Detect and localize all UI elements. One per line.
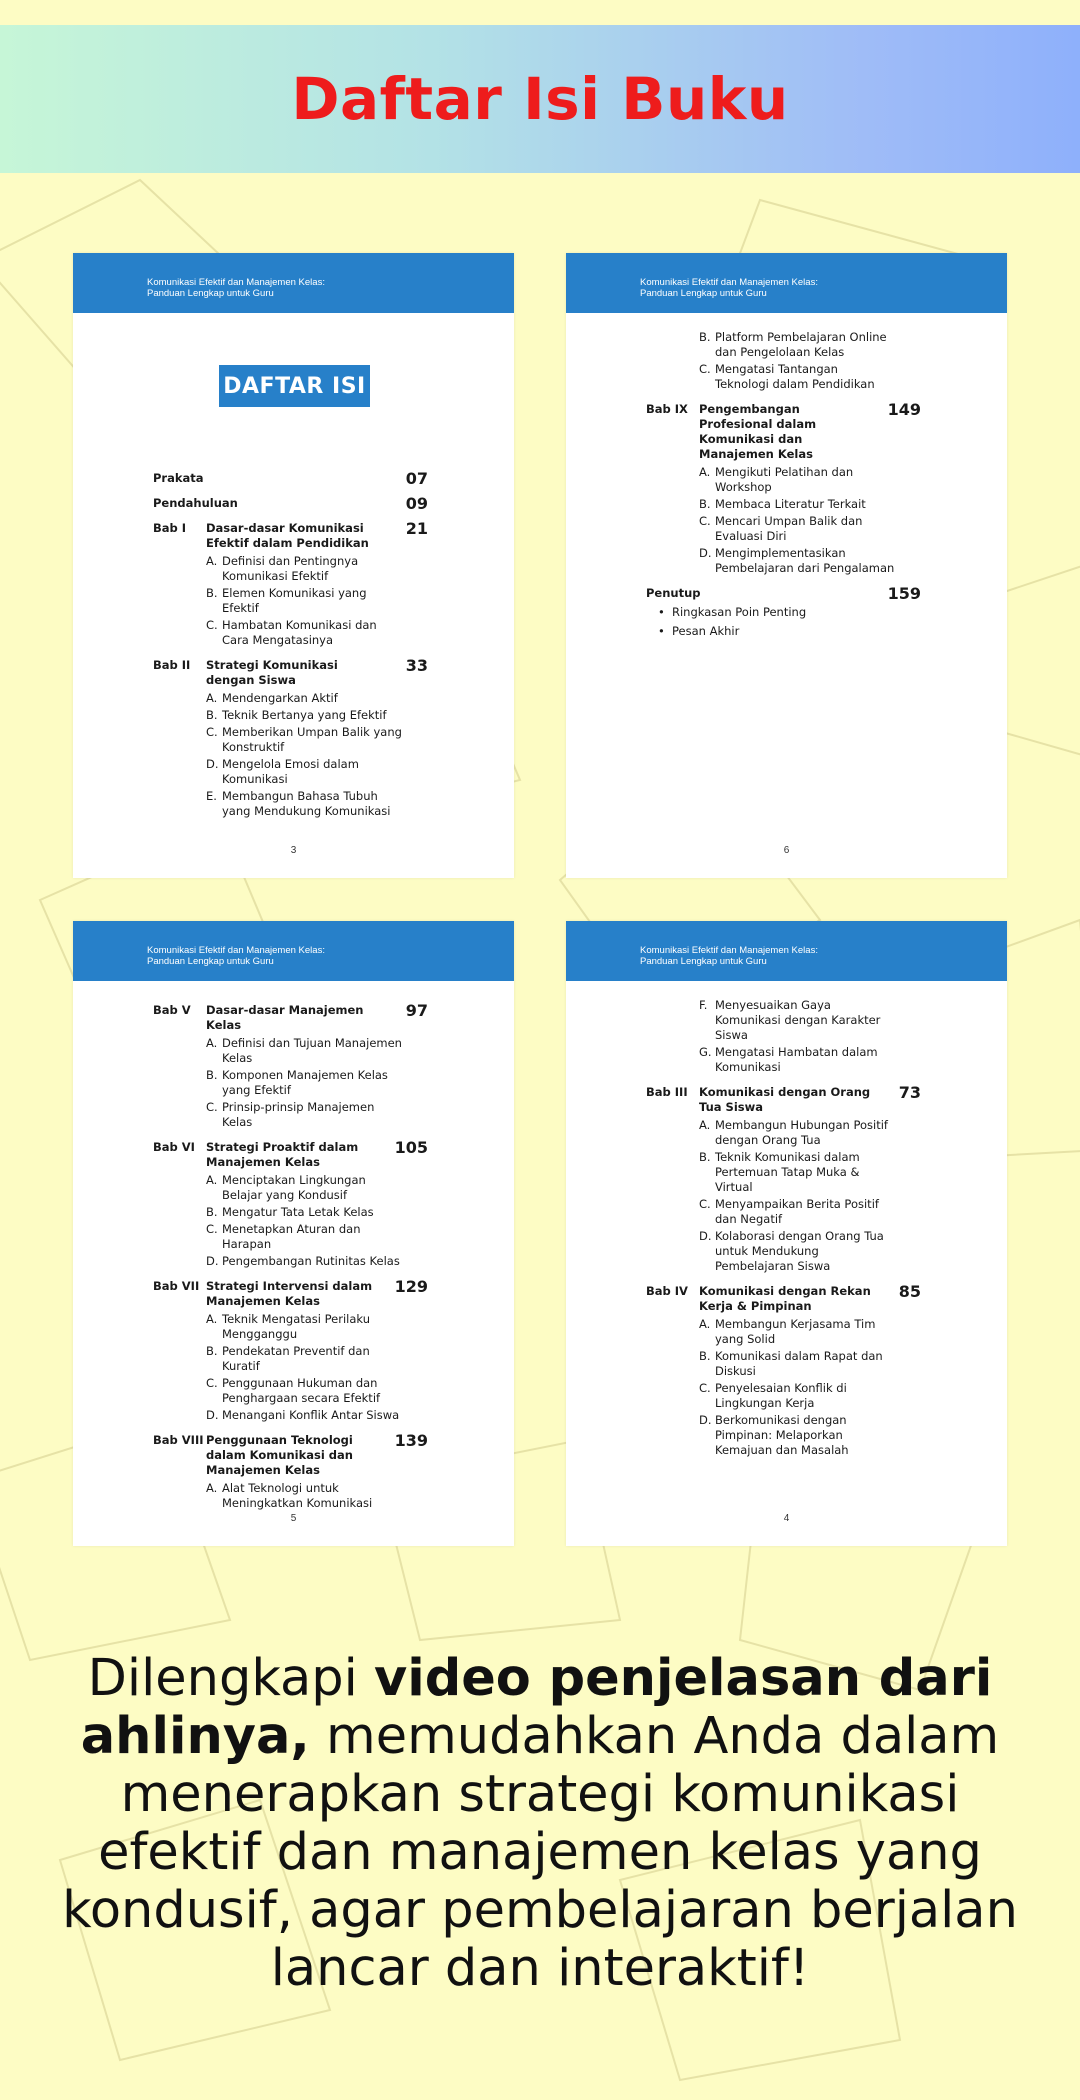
toc-subsection [206, 1222, 428, 1252]
toc-subsection [206, 1100, 428, 1130]
subsection-title: Prinsip-prinsip Manajemen Kelas [222, 1100, 375, 1129]
running-header: Komunikasi Efektif dan Manajemen Kelas: Panduan Lengkap untuk Guru [147, 945, 325, 967]
bullet-item [658, 624, 921, 639]
subsection-title: Teknik Mengatasi Perilaku Mengganggu [222, 1312, 370, 1341]
subsection-letter: B. [699, 1349, 711, 1363]
page-ref: 149 [887, 400, 921, 419]
toc-subsections [699, 330, 921, 392]
toc-entry-head [153, 1433, 428, 1478]
chapter-title: Pengembangan Profesional dalam Komunikasi dan Manajemen Kelas [699, 402, 817, 461]
subsection-letter: C. [699, 1381, 711, 1395]
toc-subsection [206, 1068, 428, 1098]
toc-entry [153, 471, 428, 486]
chapter-label: Bab III [646, 1085, 688, 1099]
subsection-title: Menangani Konflik Antar Siswa [222, 1408, 400, 1422]
subsection-letter: D. [206, 1408, 219, 1422]
toc-subsections [699, 1317, 921, 1458]
toc-list [646, 995, 921, 1468]
toc-subsection [699, 362, 921, 392]
subsection-letter: A. [206, 554, 218, 568]
toc-subsections [206, 691, 428, 819]
subsection-letter: A. [206, 1312, 218, 1326]
subsection-title: Berkomunikasi dengan Pimpinan: Melaporkan Kemajuan dan Masalah [715, 1413, 849, 1457]
chapter-title: Penggunaan Teknologi dalam Komunikasi dan Manajemen Kelas [206, 1433, 353, 1477]
toc-entry-head [153, 1003, 428, 1033]
page-number: 5 [290, 1513, 297, 1524]
toc-subsection [206, 1254, 428, 1269]
subsection-letter: C. [206, 1222, 218, 1236]
toc-entry [153, 1003, 428, 1130]
subsection-title: Komunikasi dalam Rapat dan Diskusi [715, 1349, 883, 1378]
toc-entry [153, 496, 428, 511]
toc-page-4 [566, 921, 1007, 1546]
toc-entry [646, 586, 921, 639]
subsection-title: Hambatan Komunikasi dan Cara Mengatasinya [222, 618, 377, 647]
section-title: Prakata [153, 471, 204, 485]
subsection-letter: B. [699, 497, 711, 511]
toc-subsections [206, 1312, 428, 1423]
bullet-dot-icon: • [658, 605, 665, 619]
page-header-band [73, 253, 514, 313]
subsection-letter: A. [206, 1173, 218, 1187]
page-ref: 21 [405, 519, 428, 538]
subsection-title: Teknik Komunikasi dalam Pertemuan Tatap Muka & Virtual [715, 1150, 860, 1194]
subsection-title: Mendengarkan Aktif [222, 691, 338, 705]
subsection-title: Mengatur Tata Letak Kelas [222, 1205, 374, 1219]
toc-subsection [206, 757, 428, 787]
subsection-title: Membangun Kerjasama Tim yang Solid [715, 1317, 876, 1346]
page-header-band [566, 253, 1007, 313]
chapter-title: Strategi Komunikasi dengan Siswa [206, 658, 338, 687]
subsection-letter: B. [206, 1205, 218, 1219]
toc-entry-head [646, 402, 921, 462]
chapter-label: Bab I [153, 521, 187, 535]
subsection-title: Menyesuaikan Gaya Komunikasi dengan Karakter Siswa [715, 998, 881, 1042]
toc-subsection [206, 691, 428, 706]
toc-subsection [206, 789, 428, 819]
toc-subsection [699, 1197, 921, 1227]
toc-subsections [699, 998, 921, 1075]
toc-subsection [699, 330, 921, 360]
toc-heading: DAFTAR ISI [219, 365, 370, 407]
promo-text-part2: memudahkan Anda dalam menerapkan strategi komunikasi efektif dan manajemen kelas yang kondusif, agar pembelajaran berjalan lancar dan interaktif! [62, 1707, 1018, 1998]
toc-entry-head [153, 471, 428, 486]
toc-page-3 [73, 253, 514, 878]
toc-entry-head [646, 1284, 921, 1314]
toc-subsection [699, 514, 921, 544]
subsection-title: Menetapkan Aturan dan Harapan [222, 1222, 361, 1251]
page-number: 3 [290, 845, 297, 856]
chapter-label: Bab V [153, 1003, 191, 1017]
section-title: Pendahuluan [153, 496, 238, 510]
page-ref: 139 [394, 1431, 428, 1450]
subsection-title: Mengatasi Hambatan dalam Komunikasi [715, 1045, 878, 1074]
subsection-letter: C. [206, 618, 218, 632]
subsection-letter: A. [206, 1036, 218, 1050]
section-title: Penutup [646, 586, 701, 600]
page-ref: 105 [394, 1138, 428, 1157]
toc-subsections [699, 1118, 921, 1274]
chapter-title: Komunikasi dengan Orang Tua Siswa [699, 1085, 871, 1114]
subsection-letter: C. [206, 725, 218, 739]
toc-entry [153, 521, 428, 648]
toc-subsection [206, 1376, 428, 1406]
chapter-title: Strategi Intervensi dalam Manajemen Kelas [206, 1279, 373, 1308]
toc-entry-head [153, 658, 428, 688]
toc-list [153, 1003, 428, 1521]
toc-subsections [206, 1036, 428, 1130]
subsection-title: Penggunaan Hukuman dan Penghargaan secara Efektif [222, 1376, 381, 1405]
toc-continued [646, 330, 921, 392]
toc-subsection [206, 725, 428, 755]
toc-entry-head [153, 521, 428, 551]
toc-entry-head [646, 1085, 921, 1115]
chapter-label: Bab VI [153, 1140, 195, 1154]
subsection-letter: F. [699, 998, 708, 1012]
toc-subsection [699, 1118, 921, 1148]
bullet-dot-icon: • [658, 624, 665, 638]
promo-text-bold: video penjelasan dari ahlinya, [80, 1649, 993, 1766]
chapter-title: Strategi Proaktif dalam Manajemen Kelas [206, 1140, 359, 1169]
title-banner [0, 25, 1080, 173]
toc-subsections [206, 554, 428, 648]
page-header-band [566, 921, 1007, 981]
subsection-letter: B. [206, 708, 218, 722]
toc-page-6 [566, 253, 1007, 878]
subsection-letter: A. [699, 1317, 711, 1331]
chapter-title: Komunikasi dengan Rekan Kerja & Pimpinan [699, 1284, 871, 1313]
chapter-title: Dasar-dasar Manajemen Kelas [206, 1003, 364, 1032]
toc-subsection [206, 618, 428, 648]
toc-page-5 [73, 921, 514, 1546]
chapter-label: Bab II [153, 658, 191, 672]
running-header: Komunikasi Efektif dan Manajemen Kelas: Panduan Lengkap untuk Guru [147, 277, 325, 299]
page-ref: 129 [394, 1277, 428, 1296]
toc-subsection [206, 708, 428, 723]
subsection-title: Menyampaikan Berita Positif dan Negatif [715, 1197, 879, 1226]
toc-subsection [699, 998, 921, 1043]
toc-entry [153, 1140, 428, 1269]
subsection-title: Kolaborasi dengan Orang Tua untuk Mendukung Pembelajaran Siswa [715, 1229, 884, 1273]
page-ref: 09 [405, 494, 428, 513]
chapter-title: Dasar-dasar Komunikasi Efektif dalam Pendidikan [206, 521, 369, 550]
toc-subsection [699, 1045, 921, 1075]
subsection-letter: B. [206, 1068, 218, 1082]
toc-subsections [206, 1481, 428, 1511]
toc-subsection [699, 546, 921, 576]
toc-entry-head [153, 1279, 428, 1309]
subsection-title: Mengatasi Tantangan Teknologi dalam Pendidikan [715, 362, 875, 391]
subsection-title: Definisi dan Pentingnya Komunikasi Efektif [222, 554, 359, 583]
page-number: 6 [783, 845, 790, 856]
subsection-title: Membaca Literatur Terkait [715, 497, 866, 511]
chapter-label: Bab VII [153, 1279, 200, 1293]
running-header: Komunikasi Efektif dan Manajemen Kelas: Panduan Lengkap untuk Guru [640, 945, 818, 967]
toc-subsection [699, 465, 921, 495]
toc-entry [646, 1284, 921, 1458]
subsection-letter: B. [206, 586, 218, 600]
subsection-title: Definisi dan Tujuan Manajemen Kelas [222, 1036, 402, 1065]
toc-subsection [206, 554, 428, 584]
toc-subsection [206, 1312, 428, 1342]
subsection-title: Mengelola Emosi dalam Komunikasi [222, 757, 359, 786]
subsection-letter: E. [206, 789, 217, 803]
page-ref: 159 [887, 584, 921, 603]
subsection-title: Membangun Bahasa Tubuh yang Mendukung Komunikasi [222, 789, 391, 818]
subsection-letter: D. [206, 757, 219, 771]
subsection-letter: C. [206, 1100, 218, 1114]
page-ref: 73 [898, 1083, 921, 1102]
subsection-letter: B. [699, 1150, 711, 1164]
subsection-title: Platform Pembelajaran Online dan Pengelolaan Kelas [715, 330, 887, 359]
bullet-list [658, 605, 921, 639]
subsection-letter: C. [699, 514, 711, 528]
subsection-letter: C. [699, 362, 711, 376]
toc-entry [153, 1433, 428, 1511]
chapter-label: Bab IX [646, 402, 688, 416]
toc-entry-head [153, 496, 428, 511]
toc-subsection [699, 1349, 921, 1379]
subsection-title: Alat Teknologi untuk Meningkatkan Komunikasi [222, 1481, 373, 1510]
subsection-title: Memberikan Umpan Balik yang Konstruktif [222, 725, 402, 754]
toc-subsection [206, 1173, 428, 1203]
subsection-letter: D. [206, 1254, 219, 1268]
toc-entry-head [153, 1140, 428, 1170]
bullet-text: Pesan Akhir [672, 624, 740, 638]
toc-subsection [206, 1344, 428, 1374]
subsection-title: Mengimplementasikan Pembelajaran dari Pengalaman [715, 546, 895, 575]
page-ref: 97 [405, 1001, 428, 1020]
subsection-title: Teknik Bertanya yang Efektif [222, 708, 387, 722]
subsection-letter: B. [206, 1344, 218, 1358]
toc-subsection [699, 1229, 921, 1274]
subsection-title: Pengembangan Rutinitas Kelas [222, 1254, 400, 1268]
toc-entry [646, 1085, 921, 1274]
subsection-letter: G. [699, 1045, 712, 1059]
subsection-letter: A. [206, 1481, 218, 1495]
toc-list [153, 471, 428, 829]
chapter-label: Bab VIII [153, 1433, 204, 1447]
toc-subsection [699, 497, 921, 512]
toc-subsection [699, 1413, 921, 1458]
subsection-title: Mencari Umpan Balik dan Evaluasi Diri [715, 514, 863, 543]
subsection-letter: C. [699, 1197, 711, 1211]
subsection-title: Penyelesaian Konflik di Lingkungan Kerja [715, 1381, 847, 1410]
toc-entry [153, 1279, 428, 1423]
toc-subsection [206, 1036, 428, 1066]
subsection-letter: B. [699, 330, 711, 344]
toc-subsection [699, 1317, 921, 1347]
subsection-letter: D. [699, 546, 712, 560]
subsection-title: Pendekatan Preventif dan Kuratif [222, 1344, 370, 1373]
toc-subsection [206, 1408, 428, 1423]
page-ref: 33 [405, 656, 428, 675]
toc-list [646, 327, 921, 649]
bullet-item [658, 605, 921, 620]
subsection-letter: C. [206, 1376, 218, 1390]
chapter-label: Bab IV [646, 1284, 688, 1298]
subsection-letter: D. [699, 1413, 712, 1427]
subsection-letter: A. [699, 465, 711, 479]
toc-subsection [206, 1481, 428, 1511]
running-header: Komunikasi Efektif dan Manajemen Kelas: Panduan Lengkap untuk Guru [640, 277, 818, 299]
page-ref: 07 [405, 469, 428, 488]
toc-continued [646, 998, 921, 1075]
subsection-letter: D. [699, 1229, 712, 1243]
toc-subsection [206, 1205, 428, 1220]
page-title: Daftar Isi Buku [291, 65, 789, 133]
toc-subsection [206, 586, 428, 616]
subsection-letter: A. [699, 1118, 711, 1132]
page-header-band [73, 921, 514, 981]
toc-subsection [699, 1381, 921, 1411]
toc-subsections [699, 465, 921, 576]
bullet-text: Ringkasan Poin Penting [672, 605, 807, 619]
subsection-title: Mengikuti Pelatihan dan Workshop [715, 465, 854, 494]
toc-subsection [699, 1150, 921, 1195]
toc-entry [646, 402, 921, 576]
subsection-title: Menciptakan Lingkungan Belajar yang Kondusif [222, 1173, 366, 1202]
toc-entry [153, 658, 428, 819]
page-ref: 85 [898, 1282, 921, 1301]
subsection-title: Elemen Komunikasi yang Efektif [222, 586, 367, 615]
subsection-letter: A. [206, 691, 218, 705]
toc-subsections [206, 1173, 428, 1269]
subsection-title: Membangun Hubungan Positif dengan Orang Tua [715, 1118, 888, 1147]
page-number: 4 [783, 1513, 790, 1524]
subsection-title: Komponen Manajemen Kelas yang Efektif [222, 1068, 388, 1097]
promo-text-part1: Dilengkapi [87, 1649, 374, 1708]
promo-text [40, 1650, 1040, 1998]
